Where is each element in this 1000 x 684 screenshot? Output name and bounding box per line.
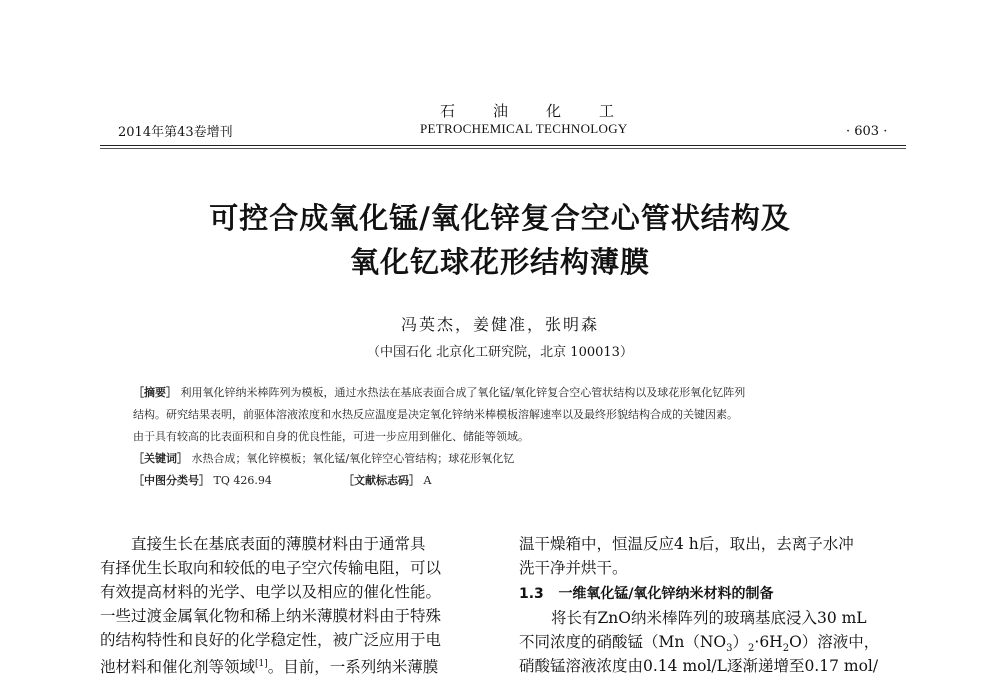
formula-part-c: ·6H <box>754 633 783 651</box>
body-col2-line5: 硝酸锰溶液浓度由0.14 mol/L逐渐递增至0.17 mol/ <box>519 657 879 675</box>
document-code <box>343 472 431 488</box>
abstract-label: ［摘要］ <box>133 386 177 399</box>
affiliation: （中国石化 北京化工研究院，北京 100013） <box>367 345 633 360</box>
keywords-label: ［关键词］ <box>133 452 188 465</box>
body-col1-line6-tail: 。目前，一系列纳米薄膜 <box>267 658 439 677</box>
document-code-value: A <box>423 474 432 487</box>
body-col2-line3: 将长有ZnO纳米棒阵列的玻璃基底浸入30 mL <box>551 609 867 627</box>
body-col1-line2: 有择优生长取向和较低的电子空穴传输电阻，可以 <box>100 559 442 577</box>
page-number: · 603 · <box>846 124 888 139</box>
body-col2-line1: 温干燥箱中，恒温反应4 h后，取出，去离子水冲 <box>519 535 854 553</box>
formula-sub-2: 2 <box>748 643 755 655</box>
keywords-text: 水热合成；氧化锌模板；氧化锰/氧化锌空心管结构；球花形氧化钇 <box>191 452 515 465</box>
document-code-label: ［文献标志码］ <box>343 474 420 487</box>
abstract-line2: 结构。研究结果表明，前驱体溶液浓度和水热反应温度是决定氧化锌纳米棒模板溶解速率以及最终形貌结构合成的关键因素。 <box>133 408 738 421</box>
section-title: 一维氧化锰/氧化锌纳米材料的制备 <box>558 586 774 602</box>
journal-title-english: PETROCHEMICAL TECHNOLOGY <box>420 121 628 136</box>
citation-ref: [1] <box>255 659 268 669</box>
header-rule-secondary <box>100 148 906 149</box>
section-heading-1-3 <box>519 582 774 606</box>
formula-sub-3: 2 <box>782 643 790 655</box>
header-rule <box>100 145 906 146</box>
formula-part-d: O）溶液中， <box>789 633 880 651</box>
body-col1-line1: 直接生长在基底表面的薄膜材料由于通常具 <box>131 535 426 553</box>
formula-part-a: 不同浓度的硝酸锰（Mn（NO <box>519 633 727 651</box>
formula-sub-1: 3 <box>726 643 733 655</box>
classification-value: TQ 426.94 <box>213 474 272 487</box>
section-number: 1.3 <box>519 586 544 602</box>
body-col1-line5: 的结构特性和良好的化学稳定性，被广泛应用于电 <box>100 631 442 649</box>
body-col2-line2: 洗干净并烘干。 <box>519 559 628 577</box>
formula-part-b: ） <box>732 633 749 651</box>
body-col1-line4: 一些过渡金属氧化物和稀上纳米薄膜材料由于特殊 <box>100 607 442 625</box>
body-col1-line6-text: 池材料和催化剂等领域 <box>100 658 256 677</box>
authors: 冯英杰，姜健准，张明森 <box>400 315 599 334</box>
body-col1-line3: 有效提高材料的光学、电学以及相应的催化性能。 <box>100 583 442 601</box>
paper-title-line2: 氧化钇球花形结构薄膜 <box>349 245 650 279</box>
issue-label: 2014年第43卷增刊 <box>118 125 233 140</box>
body-col1-line6 <box>100 652 438 679</box>
keywords <box>133 450 514 466</box>
abstract-text-1: 利用氧化锌纳米棒阵列为模板，通过水热法在基底表面合成了氧化锰/氧化锌复合空心管状结构以及球花形氧化钇阵列 <box>180 386 746 399</box>
classification-label: ［中图分类号］ <box>133 474 210 487</box>
classification-label-line <box>133 472 272 488</box>
abstract-line3: 由于具有较高的比表面积和自身的优良性能，可进一步应用到催化、储能等领域。 <box>133 430 529 443</box>
paper-title-line1: 可控合成氧化锰/氧化锌复合空心管状结构及 <box>209 201 791 235</box>
journal-title-chinese: 石油化工 <box>440 102 653 120</box>
abstract-line1 <box>133 384 745 400</box>
